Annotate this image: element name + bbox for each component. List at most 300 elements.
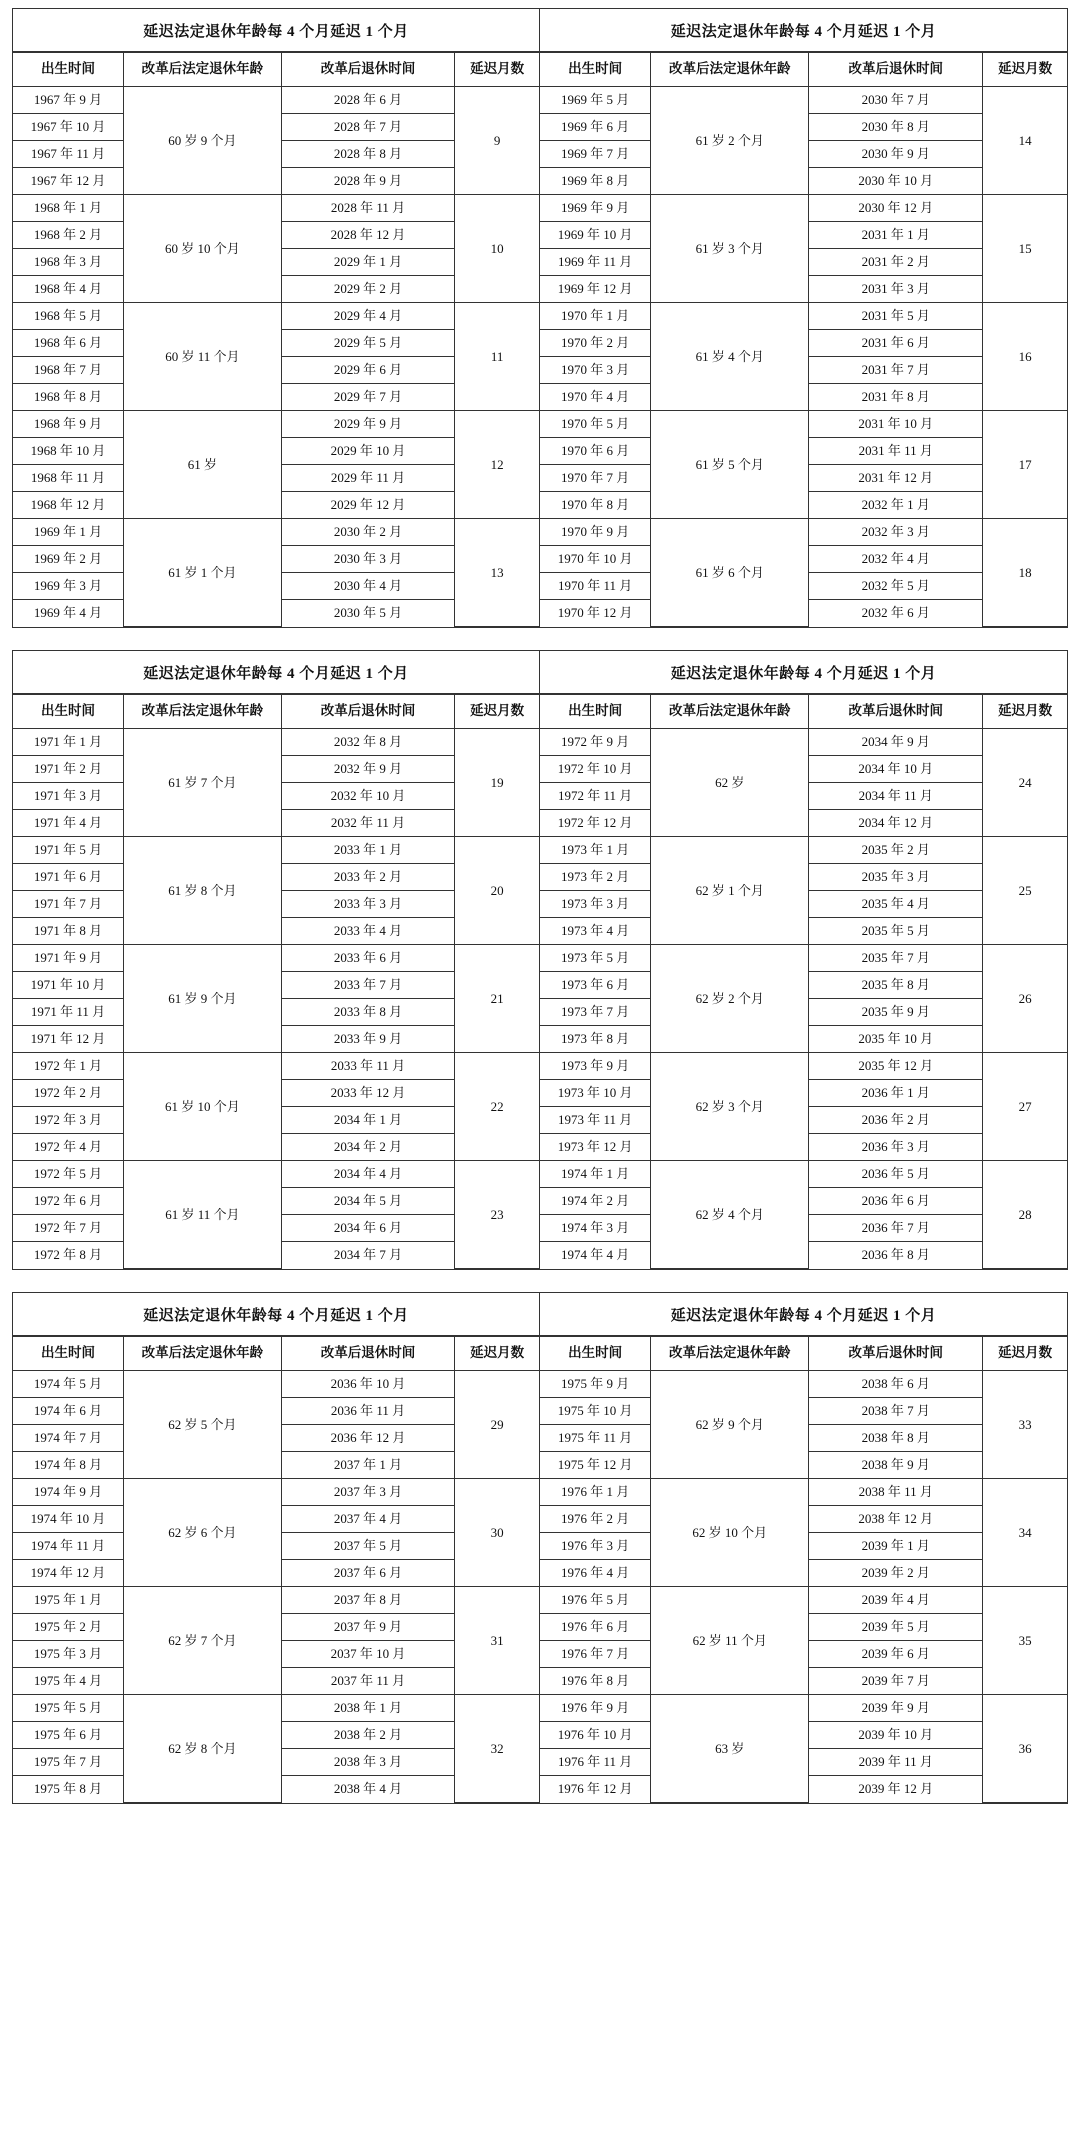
retirement-date-cell: 2028 年 7 月: [281, 114, 455, 141]
retirement-date-cell: 2036 年 3 月: [809, 1134, 983, 1161]
birth-date-cell: 1971 年 6 月: [13, 864, 123, 891]
birth-date-cell: 1975 年 12 月: [540, 1452, 651, 1479]
birth-date-cell: 1968 年 8 月: [13, 384, 123, 411]
retirement-date-cell: 2032 年 4 月: [809, 546, 983, 573]
birth-date-cell: 1969 年 6 月: [540, 114, 651, 141]
birth-date-cell: 1968 年 11 月: [13, 465, 123, 492]
birth-date-cell: 1970 年 7 月: [540, 465, 651, 492]
retirement-date-cell: 2034 年 12 月: [809, 810, 983, 837]
table-header-row: [540, 695, 1067, 729]
retirement-date-cell: 2029 年 11 月: [281, 465, 455, 492]
birth-date-cell: 1968 年 12 月: [13, 492, 123, 519]
retirement-date-cell: 2032 年 11 月: [281, 810, 455, 837]
statutory-retirement-age-cell: 62 岁 7 个月: [123, 1587, 281, 1695]
birth-date-cell: 1972 年 12 月: [540, 810, 651, 837]
retirement-date-cell: 2028 年 9 月: [281, 168, 455, 195]
retirement-date-cell: 2030 年 8 月: [809, 114, 983, 141]
table-row: [540, 1587, 1067, 1614]
retirement-date-cell: 2032 年 3 月: [809, 519, 983, 546]
column-header: 改革后退休时间: [809, 695, 983, 729]
column-header: 改革后退休时间: [809, 1337, 983, 1371]
birth-date-cell: 1968 年 3 月: [13, 249, 123, 276]
retirement-date-cell: 2030 年 5 月: [281, 600, 455, 627]
retirement-date-cell: 2039 年 11 月: [809, 1749, 983, 1776]
delay-months-cell: 14: [983, 87, 1067, 195]
birth-date-cell: 1972 年 7 月: [13, 1215, 123, 1242]
retirement-date-cell: 2038 年 3 月: [281, 1749, 455, 1776]
retirement-date-cell: 2038 年 11 月: [809, 1479, 983, 1506]
column-header: 改革后法定退休年龄: [651, 53, 809, 87]
birth-date-cell: 1972 年 9 月: [540, 729, 651, 756]
table-row: [540, 1161, 1067, 1188]
retirement-date-cell: 2034 年 2 月: [281, 1134, 455, 1161]
birth-date-cell: 1972 年 5 月: [13, 1161, 123, 1188]
retirement-date-cell: 2031 年 10 月: [809, 411, 983, 438]
statutory-retirement-age-cell: 62 岁 11 个月: [651, 1587, 809, 1695]
column-header: 改革后退休时间: [281, 53, 455, 87]
retirement-date-cell: 2034 年 7 月: [281, 1242, 455, 1269]
statutory-retirement-age-cell: 62 岁 9 个月: [651, 1371, 809, 1479]
birth-date-cell: 1976 年 4 月: [540, 1560, 651, 1587]
delay-months-cell: 20: [455, 837, 539, 945]
table-row: [540, 195, 1067, 222]
column-header: 改革后法定退休年龄: [651, 695, 809, 729]
retirement-date-cell: 2036 年 5 月: [809, 1161, 983, 1188]
column-header: 延迟月数: [455, 1337, 539, 1371]
retirement-date-cell: 2031 年 12 月: [809, 465, 983, 492]
statutory-retirement-age-cell: 62 岁 1 个月: [651, 837, 809, 945]
retirement-date-cell: 2037 年 1 月: [281, 1452, 455, 1479]
retirement-date-cell: 2037 年 3 月: [281, 1479, 455, 1506]
retirement-date-cell: 2029 年 2 月: [281, 276, 455, 303]
retirement-date-cell: 2037 年 5 月: [281, 1533, 455, 1560]
retirement-date-cell: 2030 年 4 月: [281, 573, 455, 600]
table-row: [13, 87, 539, 114]
table-row: [540, 837, 1067, 864]
retirement-date-cell: 2032 年 10 月: [281, 783, 455, 810]
birth-date-cell: 1975 年 11 月: [540, 1425, 651, 1452]
retirement-date-cell: 2038 年 6 月: [809, 1371, 983, 1398]
retirement-date-cell: 2033 年 3 月: [281, 891, 455, 918]
retirement-date-cell: 2035 年 8 月: [809, 972, 983, 999]
retirement-date-cell: 2033 年 11 月: [281, 1053, 455, 1080]
retirement-date-cell: 2033 年 9 月: [281, 1026, 455, 1053]
statutory-retirement-age-cell: 61 岁 10 个月: [123, 1053, 281, 1161]
table-row: [13, 411, 539, 438]
table-row: [540, 729, 1067, 756]
birth-date-cell: 1969 年 11 月: [540, 249, 651, 276]
table-header-row: [13, 1337, 539, 1371]
birth-date-cell: 1976 年 7 月: [540, 1641, 651, 1668]
retirement-schedule-table: [540, 651, 1067, 1269]
retirement-date-cell: 2034 年 1 月: [281, 1107, 455, 1134]
retirement-date-cell: 2035 年 4 月: [809, 891, 983, 918]
birth-date-cell: 1970 年 11 月: [540, 573, 651, 600]
delay-months-cell: 25: [983, 837, 1067, 945]
column-header: 出生时间: [13, 695, 123, 729]
column-header: 延迟月数: [983, 695, 1067, 729]
table-row: [13, 1587, 539, 1614]
retirement-date-cell: 2037 年 4 月: [281, 1506, 455, 1533]
table-row: [540, 87, 1067, 114]
retirement-date-cell: 2039 年 6 月: [809, 1641, 983, 1668]
retirement-date-cell: 2028 年 12 月: [281, 222, 455, 249]
birth-date-cell: 1970 年 5 月: [540, 411, 651, 438]
birth-date-cell: 1973 年 2 月: [540, 864, 651, 891]
table-header-row: [540, 53, 1067, 87]
retirement-date-cell: 2036 年 2 月: [809, 1107, 983, 1134]
birth-date-cell: 1976 年 2 月: [540, 1506, 651, 1533]
statutory-retirement-age-cell: 61 岁 4 个月: [651, 303, 809, 411]
birth-date-cell: 1971 年 11 月: [13, 999, 123, 1026]
birth-date-cell: 1970 年 3 月: [540, 357, 651, 384]
table-header-row: [540, 1337, 1067, 1371]
retirement-date-cell: 2036 年 12 月: [281, 1425, 455, 1452]
statutory-retirement-age-cell: 60 岁 10 个月: [123, 195, 281, 303]
table-row: [540, 1371, 1067, 1398]
table-blocks-container: [12, 8, 1068, 1804]
retirement-date-cell: 2029 年 9 月: [281, 411, 455, 438]
birth-date-cell: 1968 年 7 月: [13, 357, 123, 384]
statutory-retirement-age-cell: 61 岁 8 个月: [123, 837, 281, 945]
retirement-date-cell: 2037 年 9 月: [281, 1614, 455, 1641]
birth-date-cell: 1974 年 4 月: [540, 1242, 651, 1269]
delay-months-cell: 22: [455, 1053, 539, 1161]
birth-date-cell: 1969 年 2 月: [13, 546, 123, 573]
birth-date-cell: 1970 年 6 月: [540, 438, 651, 465]
birth-date-cell: 1975 年 10 月: [540, 1398, 651, 1425]
statutory-retirement-age-cell: 62 岁: [651, 729, 809, 837]
retirement-date-cell: 2028 年 8 月: [281, 141, 455, 168]
birth-date-cell: 1974 年 1 月: [540, 1161, 651, 1188]
retirement-date-cell: 2029 年 6 月: [281, 357, 455, 384]
table-row: [540, 1695, 1067, 1722]
birth-date-cell: 1973 年 6 月: [540, 972, 651, 999]
birth-date-cell: 1971 年 5 月: [13, 837, 123, 864]
birth-date-cell: 1971 年 10 月: [13, 972, 123, 999]
retirement-date-cell: 2035 年 12 月: [809, 1053, 983, 1080]
retirement-date-cell: 2033 年 12 月: [281, 1080, 455, 1107]
birth-date-cell: 1973 年 10 月: [540, 1080, 651, 1107]
birth-date-cell: 1973 年 4 月: [540, 918, 651, 945]
birth-date-cell: 1969 年 1 月: [13, 519, 123, 546]
statutory-retirement-age-cell: 61 岁 11 个月: [123, 1161, 281, 1269]
table-row: [540, 519, 1067, 546]
birth-date-cell: 1976 年 6 月: [540, 1614, 651, 1641]
table-half-left: [13, 651, 540, 1269]
retirement-date-cell: 2039 年 5 月: [809, 1614, 983, 1641]
retirement-date-cell: 2037 年 10 月: [281, 1641, 455, 1668]
column-header: 改革后法定退休年龄: [123, 695, 281, 729]
retirement-date-cell: 2031 年 3 月: [809, 276, 983, 303]
retirement-schedule-table: [13, 1293, 539, 1803]
birth-date-cell: 1976 年 11 月: [540, 1749, 651, 1776]
birth-date-cell: 1972 年 3 月: [13, 1107, 123, 1134]
birth-date-cell: 1972 年 11 月: [540, 783, 651, 810]
retirement-schedule-table: [13, 9, 539, 627]
retirement-date-cell: 2035 年 9 月: [809, 999, 983, 1026]
column-header: 改革后退休时间: [281, 695, 455, 729]
birth-date-cell: 1967 年 11 月: [13, 141, 123, 168]
retirement-date-cell: 2032 年 5 月: [809, 573, 983, 600]
birth-date-cell: 1973 年 9 月: [540, 1053, 651, 1080]
birth-date-cell: 1968 年 2 月: [13, 222, 123, 249]
birth-date-cell: 1969 年 8 月: [540, 168, 651, 195]
birth-date-cell: 1968 年 5 月: [13, 303, 123, 330]
birth-date-cell: 1975 年 7 月: [13, 1749, 123, 1776]
birth-date-cell: 1973 年 8 月: [540, 1026, 651, 1053]
retirement-date-cell: 2039 年 2 月: [809, 1560, 983, 1587]
birth-date-cell: 1969 年 3 月: [13, 573, 123, 600]
birth-date-cell: 1971 年 8 月: [13, 918, 123, 945]
column-header: 延迟月数: [983, 1337, 1067, 1371]
table-caption: 延迟法定退休年龄每 4 个月延迟 1 个月: [540, 1293, 1067, 1336]
column-header: 改革后退休时间: [809, 53, 983, 87]
birth-date-cell: 1970 年 2 月: [540, 330, 651, 357]
retirement-date-cell: 2033 年 1 月: [281, 837, 455, 864]
column-header: 改革后法定退休年龄: [123, 1337, 281, 1371]
birth-date-cell: 1975 年 4 月: [13, 1668, 123, 1695]
table-row: [13, 729, 539, 756]
birth-date-cell: 1971 年 12 月: [13, 1026, 123, 1053]
birth-date-cell: 1976 年 12 月: [540, 1776, 651, 1803]
column-header: 出生时间: [13, 53, 123, 87]
retirement-date-cell: 2029 年 7 月: [281, 384, 455, 411]
statutory-retirement-age-cell: 61 岁 9 个月: [123, 945, 281, 1053]
birth-date-cell: 1975 年 6 月: [13, 1722, 123, 1749]
retirement-date-cell: 2034 年 5 月: [281, 1188, 455, 1215]
birth-date-cell: 1974 年 7 月: [13, 1425, 123, 1452]
birth-date-cell: 1969 年 4 月: [13, 600, 123, 627]
table-block: [12, 8, 1068, 628]
table-caption: 延迟法定退休年龄每 4 个月延迟 1 个月: [13, 651, 539, 694]
birth-date-cell: 1975 年 1 月: [13, 1587, 123, 1614]
retirement-date-cell: 2038 年 4 月: [281, 1776, 455, 1803]
column-header: 延迟月数: [455, 695, 539, 729]
retirement-date-cell: 2036 年 1 月: [809, 1080, 983, 1107]
delay-months-cell: 31: [455, 1587, 539, 1695]
retirement-date-cell: 2029 年 1 月: [281, 249, 455, 276]
birth-date-cell: 1972 年 8 月: [13, 1242, 123, 1269]
retirement-date-cell: 2031 年 1 月: [809, 222, 983, 249]
birth-date-cell: 1970 年 1 月: [540, 303, 651, 330]
column-header: 延迟月数: [983, 53, 1067, 87]
birth-date-cell: 1967 年 10 月: [13, 114, 123, 141]
statutory-retirement-age-cell: 61 岁 7 个月: [123, 729, 281, 837]
birth-date-cell: 1973 年 11 月: [540, 1107, 651, 1134]
delay-months-cell: 16: [983, 303, 1067, 411]
retirement-date-cell: 2030 年 10 月: [809, 168, 983, 195]
birth-date-cell: 1976 年 5 月: [540, 1587, 651, 1614]
table-row: [540, 1479, 1067, 1506]
retirement-date-cell: 2034 年 6 月: [281, 1215, 455, 1242]
birth-date-cell: 1970 年 4 月: [540, 384, 651, 411]
retirement-date-cell: 2031 年 5 月: [809, 303, 983, 330]
statutory-retirement-age-cell: 61 岁 6 个月: [651, 519, 809, 627]
retirement-date-cell: 2036 年 6 月: [809, 1188, 983, 1215]
statutory-retirement-age-cell: 61 岁 1 个月: [123, 519, 281, 627]
delay-months-cell: 28: [983, 1161, 1067, 1269]
delay-months-cell: 27: [983, 1053, 1067, 1161]
delay-months-cell: 13: [455, 519, 539, 627]
retirement-date-cell: 2031 年 6 月: [809, 330, 983, 357]
birth-date-cell: 1972 年 10 月: [540, 756, 651, 783]
delay-months-cell: 34: [983, 1479, 1067, 1587]
statutory-retirement-age-cell: 62 岁 2 个月: [651, 945, 809, 1053]
birth-date-cell: 1968 年 6 月: [13, 330, 123, 357]
delay-months-cell: 36: [983, 1695, 1067, 1803]
retirement-date-cell: 2037 年 11 月: [281, 1668, 455, 1695]
retirement-date-cell: 2029 年 10 月: [281, 438, 455, 465]
retirement-date-cell: 2030 年 7 月: [809, 87, 983, 114]
birth-date-cell: 1970 年 10 月: [540, 546, 651, 573]
table-caption: 延迟法定退休年龄每 4 个月延迟 1 个月: [13, 9, 539, 52]
statutory-retirement-age-cell: 60 岁 11 个月: [123, 303, 281, 411]
birth-date-cell: 1967 年 12 月: [13, 168, 123, 195]
table-row: [13, 303, 539, 330]
retirement-date-cell: 2031 年 2 月: [809, 249, 983, 276]
retirement-date-cell: 2035 年 7 月: [809, 945, 983, 972]
delay-months-cell: 30: [455, 1479, 539, 1587]
column-header: 改革后退休时间: [281, 1337, 455, 1371]
table-half-left: [13, 9, 540, 627]
delay-months-cell: 35: [983, 1587, 1067, 1695]
retirement-date-cell: 2028 年 11 月: [281, 195, 455, 222]
birth-date-cell: 1968 年 4 月: [13, 276, 123, 303]
birth-date-cell: 1973 年 3 月: [540, 891, 651, 918]
retirement-date-cell: 2029 年 12 月: [281, 492, 455, 519]
statutory-retirement-age-cell: 61 岁: [123, 411, 281, 519]
column-header: 出生时间: [13, 1337, 123, 1371]
retirement-date-cell: 2033 年 7 月: [281, 972, 455, 999]
table-half-left: [13, 1293, 540, 1803]
delay-months-cell: 23: [455, 1161, 539, 1269]
retirement-date-cell: 2036 年 11 月: [281, 1398, 455, 1425]
birth-date-cell: 1974 年 11 月: [13, 1533, 123, 1560]
retirement-date-cell: 2028 年 6 月: [281, 87, 455, 114]
retirement-date-cell: 2036 年 10 月: [281, 1371, 455, 1398]
delay-months-cell: 18: [983, 519, 1067, 627]
birth-date-cell: 1976 年 3 月: [540, 1533, 651, 1560]
birth-date-cell: 1968 年 10 月: [13, 438, 123, 465]
table-half-right: [540, 9, 1067, 627]
statutory-retirement-age-cell: 62 岁 8 个月: [123, 1695, 281, 1803]
birth-date-cell: 1973 年 7 月: [540, 999, 651, 1026]
statutory-retirement-age-cell: 62 岁 10 个月: [651, 1479, 809, 1587]
retirement-date-cell: 2029 年 4 月: [281, 303, 455, 330]
column-header: 改革后法定退休年龄: [651, 1337, 809, 1371]
retirement-date-cell: 2038 年 8 月: [809, 1425, 983, 1452]
statutory-retirement-age-cell: 62 岁 5 个月: [123, 1371, 281, 1479]
table-row: [540, 303, 1067, 330]
birth-date-cell: 1972 年 4 月: [13, 1134, 123, 1161]
table-row: [13, 1161, 539, 1188]
table-caption: 延迟法定退休年龄每 4 个月延迟 1 个月: [13, 1293, 539, 1336]
retirement-schedule-table: [540, 9, 1067, 627]
birth-date-cell: 1974 年 10 月: [13, 1506, 123, 1533]
retirement-date-cell: 2038 年 1 月: [281, 1695, 455, 1722]
retirement-date-cell: 2033 年 8 月: [281, 999, 455, 1026]
statutory-retirement-age-cell: 61 岁 3 个月: [651, 195, 809, 303]
birth-date-cell: 1970 年 8 月: [540, 492, 651, 519]
table-row: [13, 1695, 539, 1722]
birth-date-cell: 1973 年 12 月: [540, 1134, 651, 1161]
retirement-date-cell: 2030 年 3 月: [281, 546, 455, 573]
retirement-date-cell: 2034 年 4 月: [281, 1161, 455, 1188]
delay-months-cell: 21: [455, 945, 539, 1053]
delay-months-cell: 12: [455, 411, 539, 519]
retirement-date-cell: 2032 年 9 月: [281, 756, 455, 783]
statutory-retirement-age-cell: 62 岁 3 个月: [651, 1053, 809, 1161]
birth-date-cell: 1974 年 3 月: [540, 1215, 651, 1242]
retirement-date-cell: 2039 年 12 月: [809, 1776, 983, 1803]
birth-date-cell: 1967 年 9 月: [13, 87, 123, 114]
retirement-date-cell: 2039 年 9 月: [809, 1695, 983, 1722]
column-header: 出生时间: [540, 695, 651, 729]
retirement-date-cell: 2037 年 8 月: [281, 1587, 455, 1614]
retirement-date-cell: 2033 年 2 月: [281, 864, 455, 891]
birth-date-cell: 1973 年 5 月: [540, 945, 651, 972]
retirement-date-cell: 2039 年 1 月: [809, 1533, 983, 1560]
birth-date-cell: 1976 年 9 月: [540, 1695, 651, 1722]
statutory-retirement-age-cell: 61 岁 5 个月: [651, 411, 809, 519]
retirement-date-cell: 2036 年 8 月: [809, 1242, 983, 1269]
delay-months-cell: 19: [455, 729, 539, 837]
table-header-row: [13, 53, 539, 87]
birth-date-cell: 1976 年 10 月: [540, 1722, 651, 1749]
retirement-date-cell: 2038 年 12 月: [809, 1506, 983, 1533]
birth-date-cell: 1971 年 3 月: [13, 783, 123, 810]
birth-date-cell: 1968 年 9 月: [13, 411, 123, 438]
birth-date-cell: 1972 年 2 月: [13, 1080, 123, 1107]
retirement-date-cell: 2032 年 8 月: [281, 729, 455, 756]
retirement-schedule-table: [13, 651, 539, 1269]
birth-date-cell: 1974 年 6 月: [13, 1398, 123, 1425]
table-row: [13, 519, 539, 546]
table-block: [12, 1292, 1068, 1804]
delay-months-cell: 15: [983, 195, 1067, 303]
retirement-date-cell: 2030 年 12 月: [809, 195, 983, 222]
birth-date-cell: 1974 年 5 月: [13, 1371, 123, 1398]
table-row: [13, 837, 539, 864]
birth-date-cell: 1972 年 6 月: [13, 1188, 123, 1215]
retirement-date-cell: 2035 年 10 月: [809, 1026, 983, 1053]
column-header: 出生时间: [540, 53, 651, 87]
retirement-date-cell: 2029 年 5 月: [281, 330, 455, 357]
birth-date-cell: 1973 年 1 月: [540, 837, 651, 864]
statutory-retirement-age-cell: 62 岁 6 个月: [123, 1479, 281, 1587]
table-row: [540, 1053, 1067, 1080]
column-header: 改革后法定退休年龄: [123, 53, 281, 87]
retirement-date-cell: 2035 年 3 月: [809, 864, 983, 891]
retirement-date-cell: 2035 年 2 月: [809, 837, 983, 864]
birth-date-cell: 1968 年 1 月: [13, 195, 123, 222]
birth-date-cell: 1969 年 9 月: [540, 195, 651, 222]
birth-date-cell: 1974 年 8 月: [13, 1452, 123, 1479]
delay-months-cell: 26: [983, 945, 1067, 1053]
retirement-date-cell: 2033 年 4 月: [281, 918, 455, 945]
column-header: 出生时间: [540, 1337, 651, 1371]
birth-date-cell: 1971 年 1 月: [13, 729, 123, 756]
birth-date-cell: 1969 年 12 月: [540, 276, 651, 303]
birth-date-cell: 1969 年 7 月: [540, 141, 651, 168]
retirement-date-cell: 2031 年 11 月: [809, 438, 983, 465]
delay-months-cell: 17: [983, 411, 1067, 519]
retirement-date-cell: 2031 年 8 月: [809, 384, 983, 411]
retirement-schedule-table: [540, 1293, 1067, 1803]
delay-months-cell: 24: [983, 729, 1067, 837]
table-half-right: [540, 1293, 1067, 1803]
